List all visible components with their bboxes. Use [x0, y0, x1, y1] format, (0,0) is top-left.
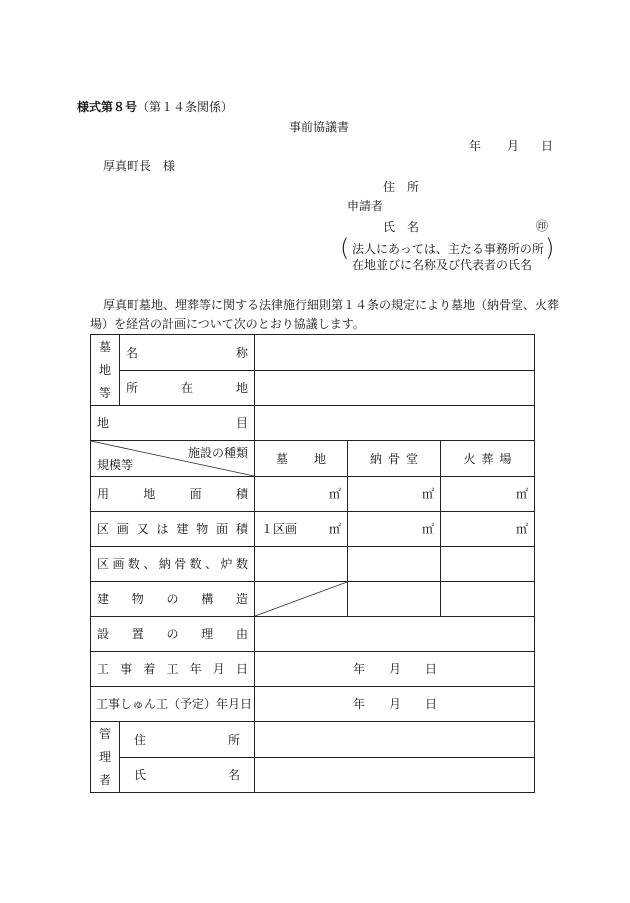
section-area-label-8: 積: [235, 522, 248, 536]
section-area-label-7: 面: [216, 522, 229, 536]
addressee: 厚真町長 様: [103, 159, 176, 173]
per-section-label: １区画: [261, 522, 298, 536]
land-category-label-2: 目: [235, 416, 248, 430]
counts-label-2: 画: [112, 557, 125, 571]
consultation-table: [90, 334, 535, 793]
counts-label-3: 数: [127, 557, 140, 571]
section-area-label-4: は: [156, 522, 169, 536]
structure-label-5: 造: [235, 592, 248, 606]
counts-crematory-cell[interactable]: [441, 547, 535, 582]
land-category-value-cell[interactable]: [255, 406, 535, 441]
unit-sqm: ㎡: [516, 487, 529, 501]
cemetery-group-header: [91, 335, 120, 406]
completion-date-header: [91, 687, 255, 722]
counts-cemetery-cell[interactable]: [255, 547, 348, 582]
start-label-2: 事: [120, 662, 133, 676]
reason-label-1: 設: [97, 627, 110, 641]
start-label-7: 日: [235, 662, 248, 676]
start-label-3: 着: [143, 662, 156, 676]
row-counts: [91, 547, 535, 582]
row-cemetery-name: [91, 335, 535, 371]
reason-label-2: 置: [131, 627, 144, 641]
counts-label-6: 骨: [174, 557, 187, 571]
cemetery-label-3: 等: [98, 386, 111, 400]
row-structure: [91, 582, 535, 617]
section-area-ossuary-cell[interactable]: [348, 512, 441, 547]
counts-label-4: 、: [143, 557, 156, 571]
completion-label: 工事しゅん工（予定）年月日: [96, 697, 253, 711]
section-area-header: [91, 512, 255, 547]
counts-label-10: 数: [235, 557, 248, 571]
start-label-6: 月: [212, 662, 225, 676]
manager-name-value-cell[interactable]: [255, 758, 535, 793]
date-day: 日: [541, 139, 554, 153]
reason-header: [91, 617, 255, 652]
section-area-label-3: 又: [136, 522, 149, 536]
row-manager-address: [91, 722, 535, 758]
structure-ossuary-cell[interactable]: [348, 582, 441, 617]
counts-header: [91, 547, 255, 582]
manager-address-header: [120, 722, 255, 758]
date-month: 月: [507, 139, 520, 153]
manager-group-header: [91, 722, 120, 793]
reason-label-4: 理: [201, 627, 214, 641]
land-area-cemetery-cell[interactable]: [255, 477, 348, 512]
col-header-cemetery: [255, 441, 348, 477]
structure-cemetery-cell-crossed: [255, 582, 348, 617]
location-label-3: 地: [235, 381, 248, 395]
note-paren-open: (: [340, 234, 350, 262]
location-label-2: 在: [180, 381, 193, 395]
counts-ossuary-cell[interactable]: [348, 547, 441, 582]
col-header-crematory: [441, 441, 535, 477]
start-date-value-cell[interactable]: [255, 652, 535, 687]
note-line-2: 在地並びに名称及び代表者の氏名: [352, 258, 533, 272]
name-label-1: 名: [126, 345, 139, 360]
manager-label-3: 者: [98, 773, 111, 787]
reason-value-cell[interactable]: [255, 617, 535, 652]
completion-date-year: 年: [353, 697, 366, 711]
corporate-note: [340, 234, 555, 274]
manager-label-2: 理: [98, 750, 111, 764]
structure-label-2: 物: [131, 592, 144, 606]
completion-date-month: 月: [389, 697, 402, 711]
structure-crematory-cell[interactable]: [441, 582, 535, 617]
unit-sqm: ㎡: [328, 487, 341, 501]
address-label: 住 所: [383, 180, 420, 194]
col-crematory-1: 火: [463, 451, 476, 466]
structure-label-3: の: [166, 592, 179, 606]
row-reason: [91, 617, 535, 652]
start-label-1: 工: [97, 662, 110, 676]
cemetery-label-1: 墓: [98, 340, 111, 354]
counts-label-7: 数: [189, 557, 202, 571]
unit-sqm: ㎡: [421, 487, 434, 501]
land-area-label-1: 用: [97, 487, 110, 501]
completion-date-day: 日: [425, 697, 438, 711]
land-area-ossuary-cell[interactable]: [348, 477, 441, 512]
form-number-label: 様式第８号: [77, 100, 138, 114]
start-date-year: 年: [353, 662, 366, 676]
location-label-1: 所: [126, 381, 139, 395]
cemetery-label-2: 地: [98, 363, 111, 377]
name-label-2: 称: [235, 345, 248, 360]
name-label: 氏 名: [383, 220, 420, 234]
reason-label-5: 由: [235, 627, 248, 641]
note-line-1: 法人にあっては、主たる事務所の所: [352, 242, 544, 256]
row-land-area: [91, 477, 535, 512]
row-manager-name: [91, 758, 535, 793]
structure-header: [91, 582, 255, 617]
col-crematory-2: 葬: [481, 451, 494, 466]
facility-type-label: 施設の種類: [187, 446, 248, 460]
start-date-month: 月: [389, 662, 402, 676]
diagonal-header-cell: [91, 441, 255, 477]
start-date-header: [91, 652, 255, 687]
date-line: [469, 139, 554, 153]
unit-sqm: ㎡: [421, 522, 434, 536]
reason-label-3: の: [166, 627, 179, 641]
land-category-label-1: 地: [97, 416, 110, 430]
row-completion-date: [91, 687, 535, 722]
col-cemetery-2: 地: [314, 451, 327, 466]
counts-label-9: 炉: [220, 557, 233, 571]
col-ossuary-1: 納: [369, 451, 382, 466]
row-start-date: [91, 652, 535, 687]
form-number: [77, 101, 233, 113]
land-category-header: [91, 406, 255, 441]
col-ossuary-2: 骨: [387, 451, 400, 466]
manager-label-1: 管: [98, 727, 111, 741]
row-column-headers: [91, 441, 535, 477]
unit-sqm: ㎡: [328, 522, 341, 536]
mgr-address-label-1: 住: [134, 732, 147, 747]
section-area-label-1: 区: [97, 522, 110, 536]
date-year: 年: [469, 139, 482, 153]
land-area-header: [91, 477, 255, 512]
form-reference: （第１４条関係）: [137, 100, 234, 114]
body-text-line-1: 厚真町墓地、埋葬等に関する法律施行細則第１４条の規定により墓地（納骨堂、火葬: [103, 298, 560, 312]
start-label-4: 工: [166, 662, 179, 676]
mgr-name-label-1: 氏: [134, 768, 147, 782]
counts-label-8: 、: [205, 557, 218, 571]
section-area-label-5: 建: [176, 522, 189, 536]
body-text-line-2: 場）を経営の計画について次のとおり協議します。: [90, 317, 365, 331]
col-header-ossuary: [348, 441, 441, 477]
seal-mark: ㊞: [536, 219, 549, 233]
document-title: 事前協議書: [289, 120, 350, 134]
mgr-name-label-2: 名: [227, 768, 240, 782]
crossed-out-line: [255, 582, 347, 616]
note-paren-close: ): [545, 234, 555, 262]
section-area-cemetery-cell[interactable]: [255, 512, 348, 547]
land-area-crematory-cell[interactable]: [441, 477, 535, 512]
manager-name-header: [120, 758, 255, 793]
section-area-label-2: 画: [116, 522, 129, 536]
col-cemetery-1: 墓: [275, 451, 288, 466]
col-ossuary-3: 堂: [406, 451, 419, 466]
start-label-5: 年: [189, 662, 202, 676]
row-land-category: [91, 406, 535, 441]
manager-address-value-cell[interactable]: [255, 722, 535, 758]
row-section-area: [91, 512, 535, 547]
section-area-crematory-cell[interactable]: [441, 512, 535, 547]
land-area-label-2: 地: [143, 487, 156, 501]
col-crematory-3: 場: [499, 451, 512, 466]
location-value-cell[interactable]: [255, 371, 535, 406]
applicant-label: 申請者: [347, 199, 384, 213]
land-area-label-4: 積: [235, 487, 248, 501]
counts-label-1: 区: [97, 557, 110, 571]
structure-label-4: 構: [201, 592, 214, 606]
row-cemetery-location: [91, 371, 535, 406]
completion-date-value-cell[interactable]: [255, 687, 535, 722]
scale-label: 規模等: [97, 458, 134, 472]
start-date-day: 日: [425, 662, 438, 676]
name-value-cell[interactable]: [255, 335, 535, 371]
counts-label-5: 納: [158, 557, 171, 571]
structure-label-1: 建: [97, 592, 110, 606]
land-area-label-3: 面: [189, 487, 202, 501]
location-header: [120, 371, 255, 406]
name-header: [120, 335, 255, 371]
unit-sqm: ㎡: [516, 522, 529, 536]
mgr-address-label-2: 所: [227, 732, 240, 747]
section-area-label-6: 物: [196, 522, 209, 536]
